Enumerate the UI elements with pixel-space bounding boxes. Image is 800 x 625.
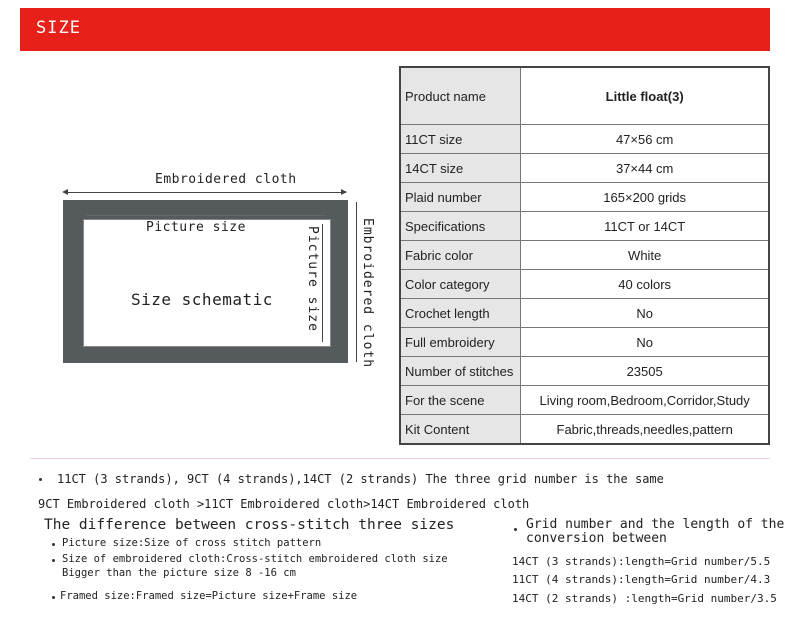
spec-key: 11CT size xyxy=(400,125,521,154)
framed-size-bullet: Framed size:Framed size=Picture size+Frame size xyxy=(60,590,358,602)
spec-row xyxy=(400,270,769,299)
spec-key: Full embroidery xyxy=(400,328,521,357)
spec-value: 23505 xyxy=(521,357,769,386)
spec-row xyxy=(400,183,769,212)
bullet-dot xyxy=(52,559,55,562)
cloth-comparison-note: 9CT Embroidered cloth >11CT Embroidered cloth>14CT Embroidered cloth xyxy=(38,497,530,511)
spec-key: Plaid number xyxy=(400,183,521,212)
spec-value: White xyxy=(521,241,769,270)
bullet-dot xyxy=(52,596,55,599)
bullet-dot xyxy=(52,543,55,546)
embroidered-cloth-area xyxy=(83,219,331,347)
spec-value: No xyxy=(521,299,769,328)
banner-title: SIZE xyxy=(36,18,81,38)
spec-key: Crochet length xyxy=(400,299,521,328)
spec-key: Number of stitches xyxy=(400,357,521,386)
spec-key: Color category xyxy=(400,270,521,299)
conversion-14ct-3-strands: 14CT (3 strands):length=Grid number/5.5 xyxy=(512,555,771,568)
conversion-11ct-4-strands: 11CT (4 strands):length=Grid number/4.3 xyxy=(512,573,771,586)
picture-size-vertical-line xyxy=(322,224,323,342)
difference-heading: The difference between cross-stitch three sizes xyxy=(44,517,455,533)
embroidered-cloth-side-label: Embroidered cloth xyxy=(360,218,375,369)
spec-value: 47×56 cm xyxy=(521,125,769,154)
embroidered-cloth-bullet-cont: Bigger than the picture size 8 -16 cm xyxy=(62,567,296,579)
spec-row xyxy=(400,328,769,357)
picture-size-top-label: Picture size xyxy=(146,220,246,235)
schematic-title: Size schematic xyxy=(131,290,273,309)
spec-key: Product name xyxy=(400,67,521,125)
divider xyxy=(30,458,770,459)
spec-row xyxy=(400,386,769,415)
spec-key: Specifications xyxy=(400,212,521,241)
spec-row xyxy=(400,67,769,125)
spec-value: 40 colors xyxy=(521,270,769,299)
spec-row xyxy=(400,299,769,328)
embroidered-cloth-top-label: Embroidered cloth xyxy=(155,172,297,187)
spec-value: Little float(3) xyxy=(521,67,769,125)
spec-value: Fabric,threads,needles,pattern xyxy=(521,415,769,445)
spec-value: 37×44 cm xyxy=(521,154,769,183)
spec-value: No xyxy=(521,328,769,357)
picture-size-bullet: Picture size:Size of cross stitch pattern xyxy=(62,537,322,549)
grid-number-note: 11CT (3 strands), 9CT (4 strands),14CT (2 strands) The three grid number is the same xyxy=(57,472,664,486)
embroidered-cloth-bullet: Size of embroidered cloth:Cross-stitch embroidered cloth size xyxy=(62,553,448,565)
grid-conversion-heading: Grid number and the length of the xyxy=(526,517,785,532)
grid-conversion-heading-cont: conversion between xyxy=(526,531,667,546)
spec-key: Fabric color xyxy=(400,241,521,270)
spec-value: 11CT or 14CT xyxy=(521,212,769,241)
embroidered-cloth-dimension-line xyxy=(64,192,346,193)
bullet-dot xyxy=(514,528,517,531)
spec-row xyxy=(400,212,769,241)
spec-key: 14CT size xyxy=(400,154,521,183)
spec-key: Kit Content xyxy=(400,415,521,445)
spec-row xyxy=(400,154,769,183)
embroidered-cloth-vertical-line xyxy=(356,202,357,362)
picture-size-side-label: Picture size xyxy=(305,226,320,332)
spec-value: 165×200 grids xyxy=(521,183,769,212)
spec-value: Living room,Bedroom,Corridor,Study xyxy=(521,386,769,415)
spec-row xyxy=(400,357,769,386)
conversion-14ct-2-strands: 14CT (2 strands) :length=Grid number/3.5 xyxy=(512,592,777,605)
spec-row xyxy=(400,415,769,445)
spec-row xyxy=(400,125,769,154)
dim-arrow-left xyxy=(62,189,68,195)
spec-table xyxy=(399,66,770,445)
dim-arrow-right xyxy=(341,189,347,195)
size-banner xyxy=(20,8,770,51)
spec-key: For the scene xyxy=(400,386,521,415)
spec-row xyxy=(400,241,769,270)
picture-size-dimension-line xyxy=(86,215,326,216)
bullet-dot xyxy=(39,478,42,481)
